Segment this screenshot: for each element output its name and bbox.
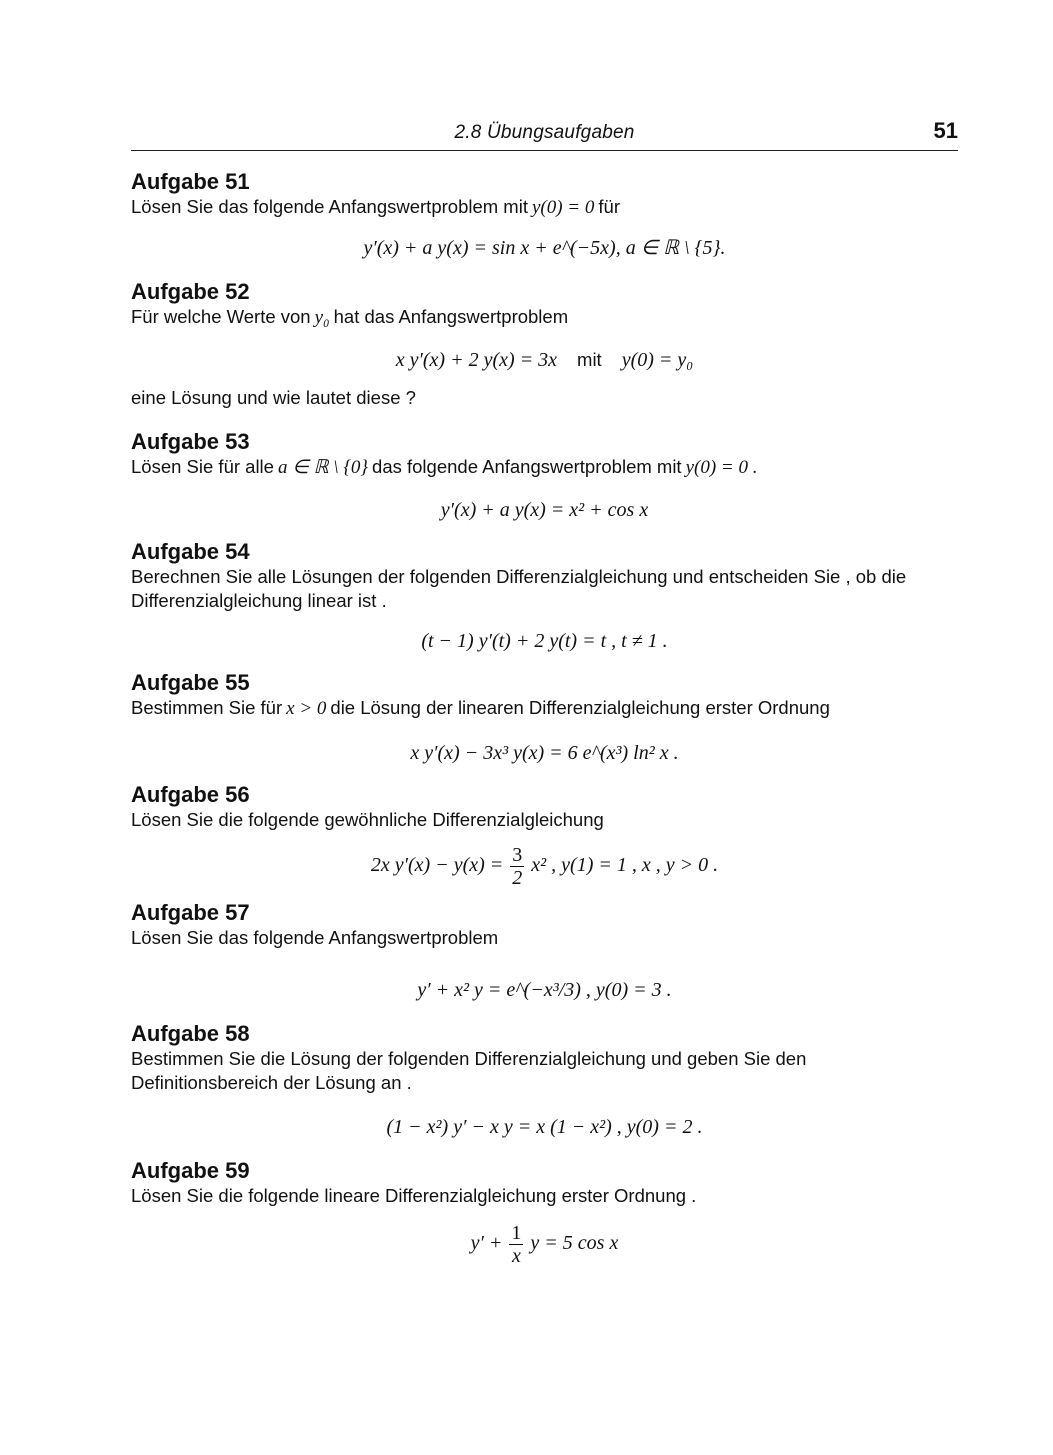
running-title: 2.8 Übungsaufgaben [454,122,635,143]
equation: y′(x) + a y(x) = x² + cos x [440,499,649,521]
task-heading: Aufgabe 58 [131,1021,250,1046]
inline-math: x > 0 [286,698,327,719]
equation: y′ + $\frac{1}{x}$ y = 5 cos x [470,1222,619,1267]
page-number: 51 [933,118,958,143]
task-text: Lösen Sie die folgende lineare Differenzialgleichung erster Ordnung . [131,1185,697,1206]
fraction: $\frac{1}{x}$ [511,1222,522,1267]
task-58 [131,1020,958,1141]
task-heading: Aufgabe 51 [131,169,250,194]
task-heading: Aufgabe 55 [131,670,250,695]
equation: x y′(x) + 2 y(x) = 3x mit y(0) = y₀ [395,349,694,371]
inline-math: y(0) = 0 [531,197,595,218]
task-text: Berechnen Sie alle Lösungen der folgenden Differenzialgleichung und entscheiden Sie , ob die Differenzialgleichung linear ist . [131,566,907,611]
task-52 [131,278,958,410]
task-59 [131,1157,958,1267]
equation: 2x y′(x) − y(x) = $\frac{3}{2}$ x² , y(1) = 1 , x , y > 0 . [370,844,719,889]
inline-math: a ∈ ℝ \ {0} [277,457,369,478]
task-text: Lösen Sie die folgende gewöhnliche Differenzialgleichung [131,809,604,830]
task-text: Für welche Werte von y₀ hat das Anfangswertproblem [131,306,569,328]
equation: (1 − x²) y′ − x y = x (1 − x²) , y(0) = 2 . [386,1116,703,1138]
task-54 [131,538,958,655]
page-header [131,118,958,151]
task-heading: Aufgabe 59 [131,1158,250,1183]
task-56 [131,781,958,889]
task-heading: Aufgabe 56 [131,782,250,807]
equation: (t − 1) y′(t) + 2 y(t) = t , t ≠ 1 . [421,630,668,652]
task-text: Bestimmen Sie für x > 0 die Lösung der linearen Differenzialgleichung erster Ordnung [131,697,830,719]
task-text: Lösen Sie das folgende Anfangswertproblem [131,927,499,948]
task-heading: Aufgabe 52 [131,279,250,304]
task-57 [131,899,958,1004]
task-heading: Aufgabe 57 [131,900,250,925]
task-53 [131,428,958,524]
task-heading: Aufgabe 54 [131,539,250,564]
task-heading: Aufgabe 53 [131,429,250,454]
task-text: Bestimmen Sie die Lösung der folgenden Differenzialgleichung und geben Sie den Definitionsbereich der Lösung an . [131,1048,807,1093]
equation: y′ + x² y = e^(−x³/3) , y(0) = 3 . [417,979,672,1001]
inline-math: y₀ [314,307,330,328]
exercise-list [131,168,958,1267]
equation: y′(x) + a y(x) = sin x + e^(−5x), a ∈ ℝ \ {5}. [363,237,726,259]
fraction: $\frac{3}{2}$ [512,844,523,889]
equation: x y′(x) − 3x³ y(x) = 6 e^(x³) ln² x . [410,742,679,764]
task-55 [131,669,958,767]
task-text: Lösen Sie für alle a ∈ ℝ \ {0} das folgende Anfangswertproblem mit y(0) = 0 . [131,456,758,478]
inline-math: y(0) = 0 . [685,457,758,478]
task-51 [131,168,958,262]
task-closing-text: eine Lösung und wie lautet diese ? [131,387,416,408]
task-text: Lösen Sie das folgende Anfangswertproblem mit y(0) = 0 für [131,196,620,218]
